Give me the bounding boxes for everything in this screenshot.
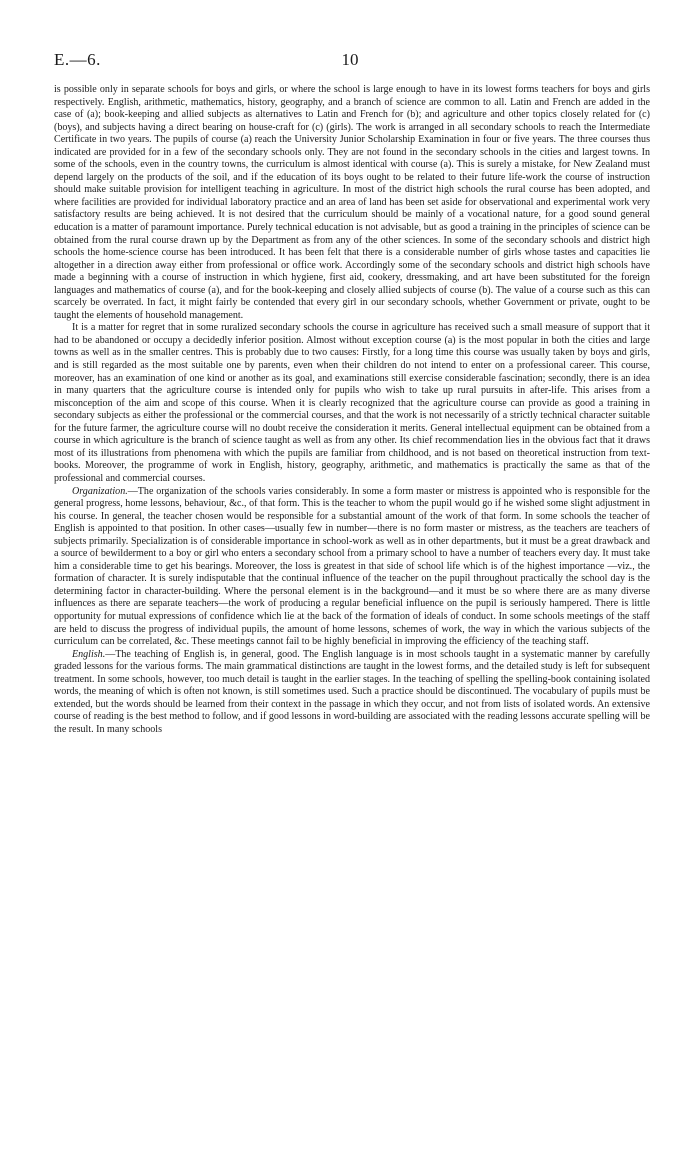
paragraph-text: —The organization of the schools varies considerably. In some a form master or mistress is appointed who is responsible for the general progress, home lessons, behaviour, &c., of that form. This is the teacher to whom the pupil would go if he wished some slight adjustment in his course. In general, the teacher chosen would be responsible for a substantial amount of the work of that form. In some schools the teacher of English is appointed to that position. In other cases—usually few in number—there is no form master or mistress, as the teachers are teachers of subjects primarily. Specialization is of considerable importance in school-work as well as in other departments, but it must be a great drawback and a source of bewilderment to a boy or girl who enters a secondary school from a primary school to have a number of teachers every day. It must take him a considerable time to get his bearings. Moreover, the loss is greatest in that side of school life which is of the highest importance —viz., the formation of character. It is surely indisputable that the continual influence of the teacher on the pupil throughout practically the school day is the determining factor in character-building. Where the personal element is in the background—and it must be so where there are as many diverse influences as there are separate teachers—the work of producing a regular beneficial influence on the pupil is seriously hampered. There is little opportunity for mutual expressions of confidence which lie at the back of the formation of ideals of conduct. In some schools meetings of the staff are held to discuss the progress of individual pupils, the amount of home lessons, schemes of work, the way in which the various subjects of the curriculum can be correlated, &c. These meetings cannot fail to be highly beneficial in improving the efficiency of the teaching staff. <box>54 485 650 648</box>
paragraph-organization <box>54 486 650 649</box>
section-heading-organization: Organization. <box>72 485 128 497</box>
paragraph-agriculture <box>54 322 650 485</box>
page-number: 10 <box>341 50 359 69</box>
paragraph-text: It is a matter for regret that in some ruralized secondary schools the course in agriculture has received such a small measure of support that it had to be abandoned or occupy a decidedly inferior position. Almost without exception course (a) is the most popular in both the cities and large towns as well as in the smaller centres. This is probably due to two causes: Firstly, for a long time this course was usually taken by boys and girls, and is still regarded as the most suitable one by parents, even when their children do not intend to enter on a professional career. This course, moreover, has an examination of one kind or another as its goal, and examinations still exercise considerable fascination; secondly, there is an idea in many quarters that the agriculture course is intended only for pupils who wish to take up rural pursuits in after-life. This arises from a misconception of the aim and scope of this course. When it is clearly recognized that the agriculture course can provide as good a training in secondary subjects as either the professional or the commercial courses, and that the work is not necessarily of a strictly technical character suitable for the future farmer, the agriculture course will no doubt receive the consideration it merits. General intellectual equipment can be obtained from a course in which agriculture is the branch of science taught as well as from any other. Its chief recommendation lies in the obvious fact that it draws most of its illustrations from phenomena with which the pupils are familiar from childhood, and is not based on theoretical instruction from text-books. Moreover, the programme of work in English, history, geography, arithmetic, and mathematics is practically the same as that of the professional and commercial courses. <box>54 322 650 484</box>
page-header <box>54 50 646 70</box>
section-heading-english: English. <box>72 648 106 660</box>
paragraph-text: —The teaching of English is, in general, good. The English language is in most schools taught in a systematic manner by carefully graded lessons for the various forms. The main grammatical distinctions are taught in the lowest forms, and the detailed study is left for subsequent treatment. In some schools, however, too much detail is taught in the earlier stages. In the teaching of spelling the spelling-book containing isolated words, the meaning of which is often not known, is still sometimes used. Such a practice should be discontinued. The vocabulary of pupils must be extended, but the words should be learned from their context in the passage in which they occur, and not from lists of isolated words. An extensive course of reading is the best method to follow, and if good lessons in word-building are associated with the reading lessons accurate spelling will be the result. In many schools <box>54 648 650 735</box>
document-body <box>54 84 650 736</box>
paragraph-text: is possible only in separate schools for boys and girls, or where the school is large enough to have in its lowest forms teachers for boys and girls respectively. English, arithmetic, mathematics, history, geography, and a branch of science are common to all. Latin and French are added in the case of (a); book-keeping and allied subjects as alternatives to Latin and French for (b); and agriculture and other topics closely related for (c) (boys), and subjects having a direct bearing on house-craft for (c) (girls). The work is arranged in all secondary schools to reach the Intermediate Certificate in two years. The pupils of course (a) reach the University Junior Scholarship Examination in four or five years. The three courses thus indicated are provided for in a few of the secondary schools only. They are not found in the secondary schools in the cities and largest towns. In some of the schools, even in the country towns, the curriculum is almost identical with course (a). This is surely a mistake, for New Zealand must depend largely on the products of the soil, and if the education of its boys ought to be related to their future life-work the course of instruction should make suitable provision for intelligent teaching in agriculture. In most of the district high schools the rural course has been adopted, and where facilities are provided for individual laboratory practice and an area of land has been set aside for observational and experimental work very satisfactory results are being achieved. It is not desired that the curriculum should be mainly of a vocational nature, for a good sound general education is a matter of paramount importance. Purely technical education is not advisable, but as good a training in the principles of science can be obtained from the rural course drawn up by the Department as from any of the other sciences. In some of the secondary schools and district high schools the home-science course has been introduced. It has been felt that there is a considerable number of girls whose tastes and capacities lie altogether in a direction away either from professional or office work. Accordingly some of the secondary schools and district high schools have made a beginning with a course of instruction in which hygiene, first aid, cookery, dressmaking, and art have been substituted for the foreign languages and mathematics of course (a), and for the book-keeping and closely allied subjects of course (b). The value of a course such as this can scarcely be overrated. In fact, it might fairly be contended that every girl in our secondary schools, whether Government or private, ought to be taught the elements of household management. <box>54 84 650 321</box>
report-reference: E.—6. <box>54 50 101 69</box>
paragraph-english <box>54 649 650 737</box>
paragraph-curriculum <box>54 84 650 322</box>
